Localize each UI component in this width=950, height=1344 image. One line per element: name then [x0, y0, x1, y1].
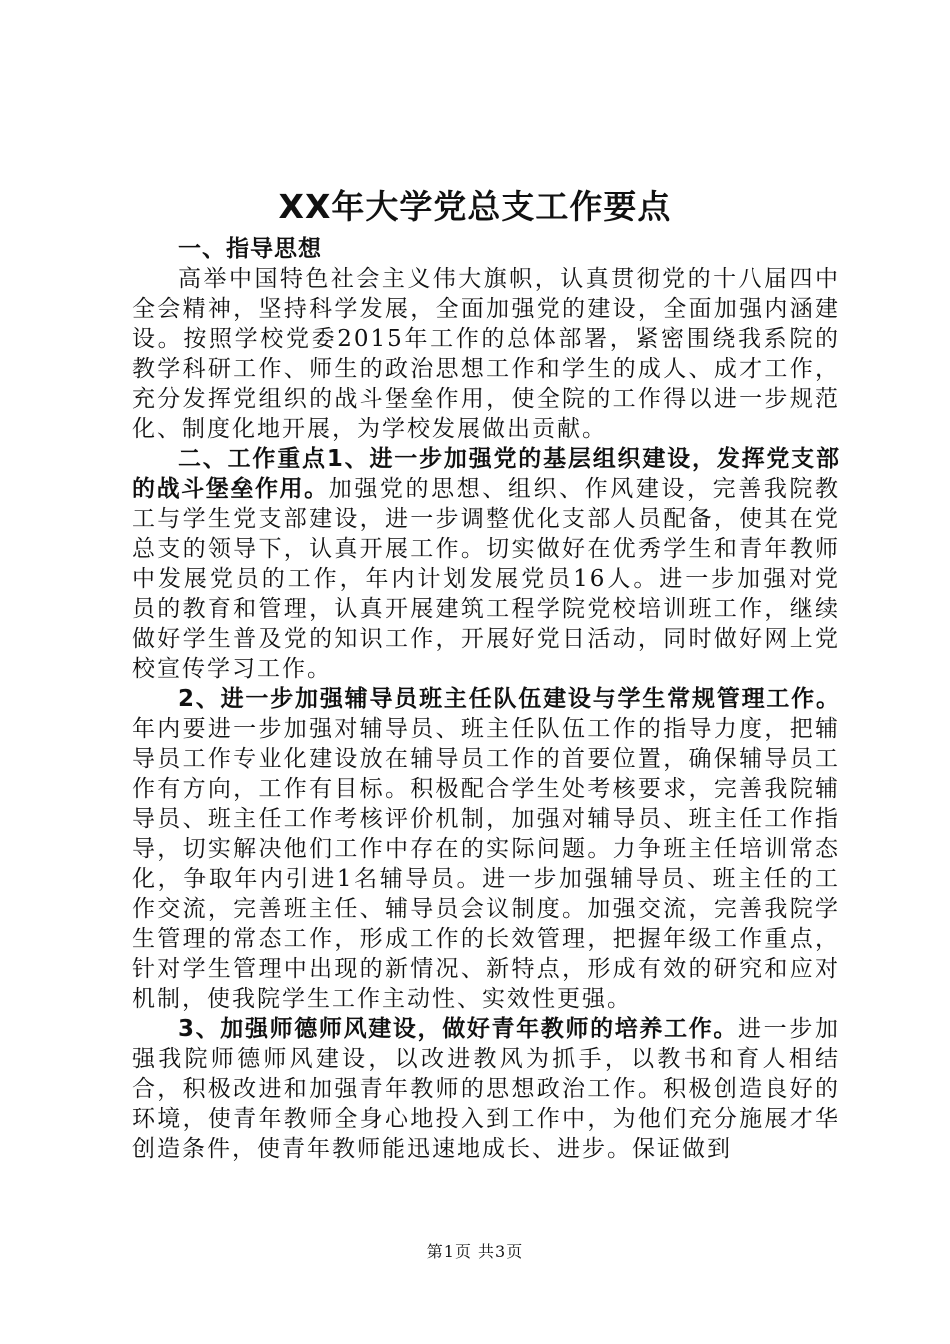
item-text-party-organization: 加强党的思想、组织、作风建设，完善我院教工与学生党支部建设，进一步调整优化支部人员配备，使其在党总支的领导下，认真开展工作。切实做好在优秀学生和青年教师中发展党员的工作，年内计划发展党员16人。进一步加强对党员的教育和管理，认真开展建筑工程学院党校培训班工作，继续做好学生普及党的知识工作，开展好党日活动，同时做好网上党校宣传学习工作。 — [132, 476, 841, 682]
section-heading-guiding-ideology: 一、指导思想 — [178, 236, 322, 262]
document-title: XX年大学党总支工作要点 — [278, 187, 672, 226]
paragraph-work-focus-3 — [132, 1014, 840, 1164]
section-heading-work-focus: 二、工作重点 — [178, 446, 327, 472]
item-text-counselor-team: 年内要进一步加强对辅导员、班主任队伍工作的指导力度，把辅导员工作专业化建设放在辅导员工作的首要位置，确保辅导员工作有方向，工作有目标。积极配合学生处考核要求，完善我院辅导员、班主任工作考核评价机制，加强对辅导员、班主任工作指导，切实解决他们工作中存在的实际问题。力争班主任培训常态化，争取年内引进1名辅导员。进一步加强辅导员、班主任的工作交流，完善班主任、辅导员会议制度。加强交流，完善我院学生管理的常态工作，形成工作的长效管理，把握年级工作重点，针对学生管理中出现的新情况、新特点，形成有效的研究和应对机制，使我院学生工作主动性、实效性更强。 — [132, 716, 840, 1012]
item-heading-party-organization: 1、进一步加强党的基层组织建设，发挥党支部的战斗堡垒作用。 — [132, 446, 840, 502]
document-body — [132, 234, 840, 1164]
paragraph-work-focus-1 — [132, 444, 840, 684]
item-text-teacher-ethics: 进一步加强我院师德师风建设，以改进教风为抓手，以教书和育人相结合，积极改进和加强青年教师的思想政治工作。积极创造良好的环境，使青年教师全身心地投入到工作中，为他们充分施展才华创造条件，使青年教师能迅速地成长、进步。保证做到 — [132, 1016, 840, 1162]
item-heading-teacher-ethics: 3、加强师德师风建设，做好青年教师的培养工作。 — [178, 1016, 739, 1042]
page-number: 第1页 共3页 — [426, 1242, 524, 1261]
paragraph-guiding-ideology: 高举中国特色社会主义伟大旗帜，认真贯彻党的十八届四中全会精神，坚持科学发展，全面加强党的建设，全面加强内涵建设。按照学校党委2015年工作的总体部署，紧密围绕我系院的教学科研工作、师生的政治思想工作和学生的成人、成才工作，充分发挥党组织的战斗堡垒作用，使全院的工作得以进一步规范化、制度化地开展，为学校发展做出贡献。 — [132, 266, 840, 442]
item-heading-counselor-team: 2、进一步加强辅导员班主任队伍建设与学生常规管理工作。 — [178, 686, 840, 712]
paragraph-work-focus-2 — [132, 684, 840, 1014]
